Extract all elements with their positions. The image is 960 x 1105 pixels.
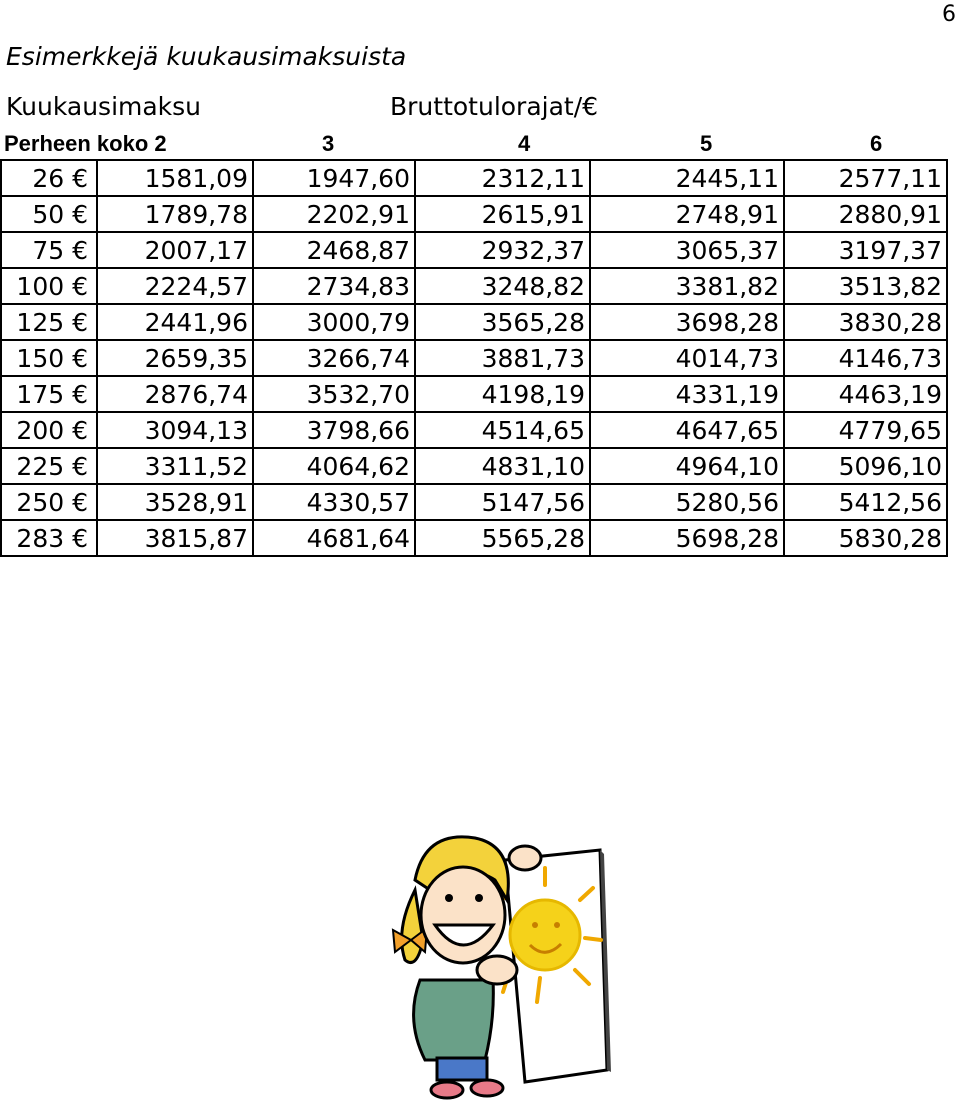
monthly-fee-cell: 225 € — [1, 448, 97, 484]
income-limit-cell: 2734,83 — [253, 268, 415, 304]
income-limit-cell: 5565,28 — [415, 520, 590, 556]
monthly-fee-cell: 125 € — [1, 304, 97, 340]
family-size-header — [0, 131, 960, 157]
table-row — [1, 412, 947, 448]
income-limit-cell: 3513,82 — [784, 268, 947, 304]
table-row — [1, 160, 947, 196]
income-limit-cell: 3798,66 — [253, 412, 415, 448]
income-limit-cell: 5147,56 — [415, 484, 590, 520]
income-limit-cell: 2577,11 — [784, 160, 947, 196]
income-limit-cell: 4146,73 — [784, 340, 947, 376]
income-limit-cell: 2007,17 — [97, 232, 253, 268]
table-row — [1, 340, 947, 376]
income-limits-label: Bruttotulorajat/€ — [390, 92, 599, 121]
income-limit-cell: 5412,56 — [784, 484, 947, 520]
monthly-fee-label: Kuukausimaksu — [6, 92, 202, 121]
monthly-fee-cell: 26 € — [1, 160, 97, 196]
income-limit-cell: 2932,37 — [415, 232, 590, 268]
table-row — [1, 232, 947, 268]
table-row — [1, 196, 947, 232]
income-limit-cell: 2468,87 — [253, 232, 415, 268]
monthly-fee-cell: 200 € — [1, 412, 97, 448]
income-limit-cell: 3381,82 — [590, 268, 784, 304]
income-limit-cell: 4064,62 — [253, 448, 415, 484]
income-limit-cell: 3197,37 — [784, 232, 947, 268]
fee-table — [0, 159, 948, 557]
income-limit-cell: 3528,91 — [97, 484, 253, 520]
income-limit-cell: 3094,13 — [97, 412, 253, 448]
family-size-label: Perheen koko 2 — [4, 131, 167, 156]
table-row — [1, 268, 947, 304]
monthly-fee-cell: 283 € — [1, 520, 97, 556]
monthly-fee-cell: 250 € — [1, 484, 97, 520]
income-limit-cell: 4014,73 — [590, 340, 784, 376]
table-row — [1, 376, 947, 412]
table-row — [1, 520, 947, 556]
income-limit-cell: 4198,19 — [415, 376, 590, 412]
income-limit-cell: 3815,87 — [97, 520, 253, 556]
monthly-fee-cell: 50 € — [1, 196, 97, 232]
income-limit-cell: 4463,19 — [784, 376, 947, 412]
table-row — [1, 484, 947, 520]
monthly-fee-cell: 175 € — [1, 376, 97, 412]
income-limit-cell: 3698,28 — [590, 304, 784, 340]
family-size-6: 6 — [870, 131, 883, 156]
income-limit-cell: 2659,35 — [97, 340, 253, 376]
table-row — [1, 304, 947, 340]
income-limit-cell: 4831,10 — [415, 448, 590, 484]
income-limit-cell: 4330,57 — [253, 484, 415, 520]
income-limit-cell: 5280,56 — [590, 484, 784, 520]
income-limit-cell: 3000,79 — [253, 304, 415, 340]
income-limit-cell: 4681,64 — [253, 520, 415, 556]
income-limit-cell: 5096,10 — [784, 448, 947, 484]
income-limit-cell: 2224,57 — [97, 268, 253, 304]
income-limit-cell: 2876,74 — [97, 376, 253, 412]
income-limit-cell: 4647,65 — [590, 412, 784, 448]
monthly-fee-cell: 150 € — [1, 340, 97, 376]
income-limit-cell: 2312,11 — [415, 160, 590, 196]
income-limit-cell: 4331,19 — [590, 376, 784, 412]
income-limit-cell: 3881,73 — [415, 340, 590, 376]
income-limit-cell: 2441,96 — [97, 304, 253, 340]
girl-with-sun-drawing-icon — [375, 820, 615, 1100]
income-limit-cell: 1947,60 — [253, 160, 415, 196]
income-limit-cell: 5698,28 — [590, 520, 784, 556]
income-limit-cell: 3830,28 — [784, 304, 947, 340]
income-limit-cell: 3311,52 — [97, 448, 253, 484]
family-size-5: 5 — [700, 131, 713, 156]
income-limit-cell: 3565,28 — [415, 304, 590, 340]
income-limit-cell: 3248,82 — [415, 268, 590, 304]
page-number: 6 — [942, 2, 956, 27]
income-limit-cell: 2615,91 — [415, 196, 590, 232]
income-limit-cell: 3266,74 — [253, 340, 415, 376]
monthly-fee-cell: 75 € — [1, 232, 97, 268]
income-limit-cell: 4514,65 — [415, 412, 590, 448]
family-size-4: 4 — [518, 131, 531, 156]
monthly-fee-cell: 100 € — [1, 268, 97, 304]
income-limit-cell: 2445,11 — [590, 160, 784, 196]
income-limit-cell: 3065,37 — [590, 232, 784, 268]
table-row — [1, 448, 947, 484]
income-limit-cell: 4964,10 — [590, 448, 784, 484]
family-size-3: 3 — [322, 131, 335, 156]
income-limit-cell: 4779,65 — [784, 412, 947, 448]
income-limit-cell: 1789,78 — [97, 196, 253, 232]
income-limit-cell: 1581,09 — [97, 160, 253, 196]
income-limit-cell: 2748,91 — [590, 196, 784, 232]
income-limit-cell: 2880,91 — [784, 196, 947, 232]
income-limit-cell: 2202,91 — [253, 196, 415, 232]
income-limit-cell: 5830,28 — [784, 520, 947, 556]
document-title: Esimerkkejä kuukausimaksuista — [6, 42, 407, 71]
income-limit-cell: 3532,70 — [253, 376, 415, 412]
